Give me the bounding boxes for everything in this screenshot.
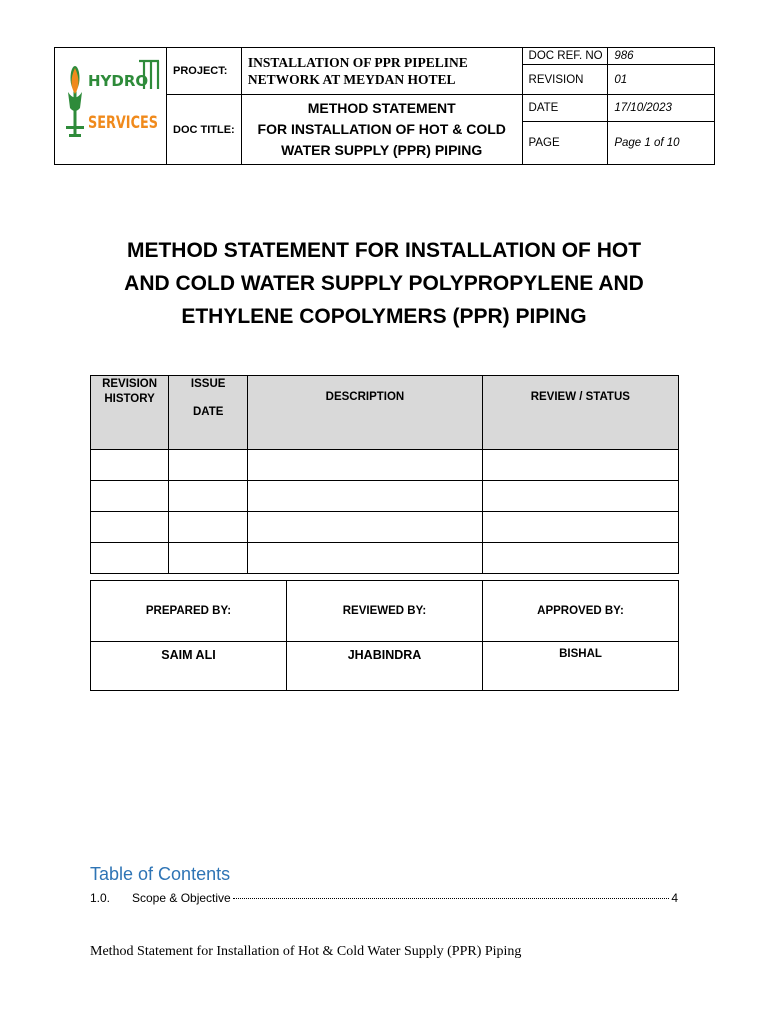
table-cell <box>482 450 678 481</box>
table-cell <box>91 512 169 543</box>
toc-entry-number: 1.0. <box>90 891 111 905</box>
table-cell <box>248 450 482 481</box>
prepared-by-label: PREPARED BY: <box>91 581 287 642</box>
date-value: 17/10/2023 <box>608 95 715 122</box>
main-title-line-1: METHOD STATEMENT FOR INSTALLATION OF HOT <box>126 239 642 262</box>
table-cell <box>91 481 169 512</box>
page-value: Page 1 of 10 <box>608 122 715 165</box>
revision-history-table <box>90 375 679 574</box>
reviewed-by-name: JHABINDRA <box>287 642 483 691</box>
review-status-header: REVIEW / STATUS <box>482 376 678 450</box>
doc-title-label: DOC TITLE: <box>167 95 242 165</box>
doc-title-value <box>241 95 522 165</box>
table-cell <box>248 543 482 574</box>
project-line-2: NETWORK AT MEYDAN HOTEL <box>247 72 456 87</box>
issue-date-header <box>169 376 248 450</box>
issue-date-header-line-1: ISSUE <box>190 378 226 390</box>
main-title <box>90 234 678 333</box>
project-label: PROJECT: <box>167 48 242 95</box>
revision-history-header <box>91 376 169 450</box>
table-cell <box>482 512 678 543</box>
logo-word-services: SERVICES <box>88 113 158 133</box>
table-cell <box>169 450 248 481</box>
hydro-services-logo <box>55 48 166 164</box>
issue-date-header-line-2: DATE <box>192 406 224 418</box>
project-value <box>241 48 522 95</box>
project-line-1: INSTALLATION OF PPR PIPELINE <box>247 55 468 70</box>
table-row <box>91 481 679 512</box>
table-row <box>91 450 679 481</box>
logo-word-hydro: HYDRO <box>88 72 149 90</box>
table-cell <box>169 481 248 512</box>
table-row <box>91 543 679 574</box>
reviewed-by-label: REVIEWED BY: <box>287 581 483 642</box>
table-cell <box>169 512 248 543</box>
toc-entry[interactable] <box>90 891 678 905</box>
table-cell <box>169 543 248 574</box>
table-cell <box>91 543 169 574</box>
table-cell <box>91 450 169 481</box>
table-cell <box>482 543 678 574</box>
main-title-line-3: ETHYLENE COPOLYMERS (PPR) PIPING <box>181 305 587 328</box>
revision-history-header-line-1: REVISION <box>102 378 158 390</box>
toc-entry-title[interactable]: Scope & Objective <box>132 891 231 905</box>
toc-heading: Table of Contents <box>90 864 231 884</box>
table-cell <box>248 512 482 543</box>
doc-title-line-1: METHOD STATEMENT <box>307 100 456 116</box>
date-label: DATE <box>522 95 608 122</box>
toc-entry-page: 4 <box>671 891 678 905</box>
page-label: PAGE <box>522 122 608 165</box>
doc-ref-value: 986 <box>608 48 715 65</box>
main-title-line-2: AND COLD WATER SUPPLY POLYPROPYLENE AND <box>124 272 644 295</box>
logo-cell <box>55 48 167 165</box>
doc-title-line-2: FOR INSTALLATION OF HOT & COLD <box>257 121 506 137</box>
table-cell <box>248 481 482 512</box>
prepared-by-name: SAIM ALI <box>91 642 287 691</box>
doc-ref-label: DOC REF. NO <box>522 48 608 65</box>
doc-title-line-3: WATER SUPPLY (PPR) PIPING <box>281 142 483 158</box>
description-header: DESCRIPTION <box>248 376 482 450</box>
toc-leader-dots <box>233 897 670 899</box>
document-header-table <box>54 47 715 165</box>
revision-value: 01 <box>608 65 715 95</box>
approved-by-name: BISHAL <box>483 642 679 691</box>
table-cell <box>482 481 678 512</box>
revision-history-header-line-2: HISTORY <box>104 393 155 405</box>
page-footer: Method Statement for Installation of Hot & Cold Water Supply (PPR) Piping <box>90 944 522 959</box>
approved-by-label: APPROVED BY: <box>483 581 679 642</box>
revision-label: REVISION <box>522 65 608 95</box>
hydro-services-logo-graphic <box>55 48 166 159</box>
table-row <box>91 512 679 543</box>
approval-table <box>90 580 679 691</box>
